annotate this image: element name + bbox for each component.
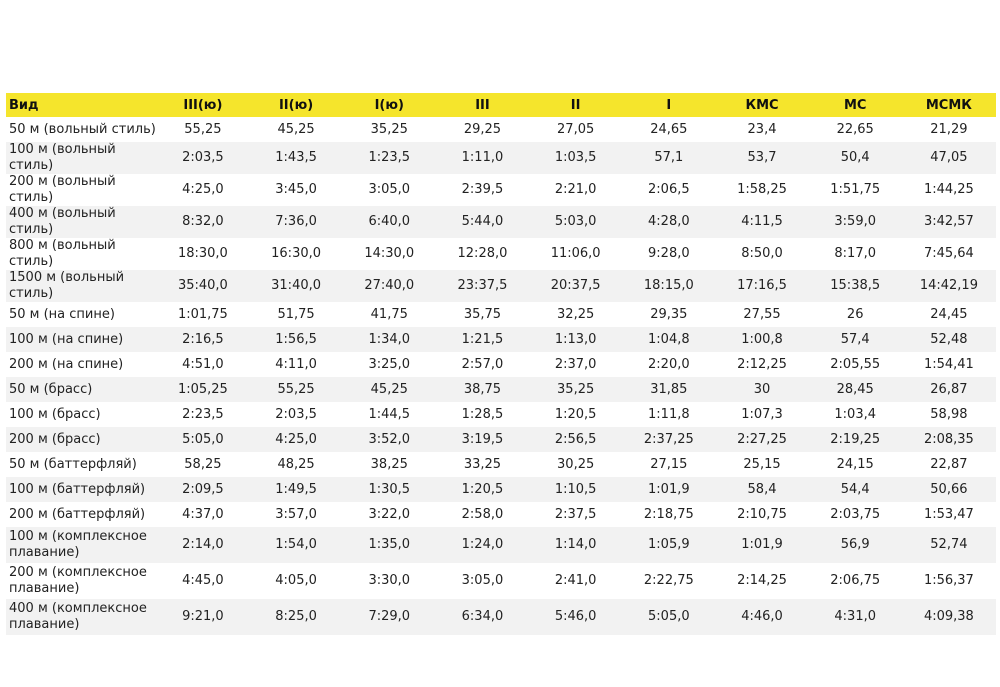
time-standard-cell: 2:57,0 — [436, 352, 529, 377]
time-standard-cell: 22,65 — [809, 117, 902, 142]
time-standard-cell: 57,4 — [809, 327, 902, 352]
time-standard-cell: 5:05,0 — [156, 427, 249, 452]
time-standard-cell: 27,15 — [622, 452, 715, 477]
time-standard-cell: 2:21,0 — [529, 174, 622, 206]
time-standard-cell: 2:14,0 — [156, 527, 249, 563]
time-standard-cell: 1:20,5 — [436, 477, 529, 502]
time-standard-cell: 1:03,5 — [529, 142, 622, 174]
table-row — [6, 452, 996, 477]
time-standard-cell: 1:51,75 — [809, 174, 902, 206]
event-name-cell: 200 м (баттерфляй) — [6, 502, 156, 527]
time-standard-cell: 3:25,0 — [343, 352, 436, 377]
time-standard-cell: 4:31,0 — [809, 599, 902, 635]
table-row — [6, 206, 996, 238]
time-standard-cell: 3:45,0 — [249, 174, 342, 206]
time-standard-cell: 2:08,35 — [902, 427, 996, 452]
time-standard-cell: 58,4 — [715, 477, 808, 502]
time-standard-cell: 1:13,0 — [529, 327, 622, 352]
header-cell-rank: I(ю) — [343, 93, 436, 117]
time-standard-cell: 1:56,5 — [249, 327, 342, 352]
time-standard-cell: 1:05,25 — [156, 377, 249, 402]
time-standard-cell: 27:40,0 — [343, 270, 436, 302]
time-standard-cell: 5:05,0 — [622, 599, 715, 635]
time-standard-cell: 9:28,0 — [622, 238, 715, 270]
header-cell-rank: МСМК — [902, 93, 996, 117]
time-standard-cell: 17:16,5 — [715, 270, 808, 302]
time-standard-cell: 2:39,5 — [436, 174, 529, 206]
time-standard-cell: 35,25 — [343, 117, 436, 142]
time-standard-cell: 8:25,0 — [249, 599, 342, 635]
time-standard-cell: 2:06,75 — [809, 563, 902, 599]
time-standard-cell: 14:30,0 — [343, 238, 436, 270]
time-standard-cell: 1:01,75 — [156, 302, 249, 327]
time-standard-cell: 38,25 — [343, 452, 436, 477]
time-standard-cell: 1:07,3 — [715, 402, 808, 427]
time-standard-cell: 1:56,37 — [902, 563, 996, 599]
time-standard-cell: 23,4 — [715, 117, 808, 142]
time-standard-cell: 2:03,5 — [249, 402, 342, 427]
time-standard-cell: 18:15,0 — [622, 270, 715, 302]
time-standard-cell: 2:14,25 — [715, 563, 808, 599]
time-standard-cell: 26 — [809, 302, 902, 327]
time-standard-cell: 35,25 — [529, 377, 622, 402]
time-standard-cell: 27,05 — [529, 117, 622, 142]
time-standard-cell: 2:37,0 — [529, 352, 622, 377]
time-standard-cell: 35,75 — [436, 302, 529, 327]
time-standard-cell: 1:01,9 — [622, 477, 715, 502]
time-standard-cell: 45,25 — [343, 377, 436, 402]
time-standard-cell: 1:54,41 — [902, 352, 996, 377]
time-standard-cell: 1:43,5 — [249, 142, 342, 174]
time-standard-cell: 1:01,9 — [715, 527, 808, 563]
time-standard-cell: 23:37,5 — [436, 270, 529, 302]
table-body — [6, 117, 996, 635]
time-standard-cell: 5:03,0 — [529, 206, 622, 238]
event-name-cell: 200 м (на спине) — [6, 352, 156, 377]
time-standard-cell: 1:03,4 — [809, 402, 902, 427]
header-cell-rank: КМС — [715, 93, 808, 117]
event-name-cell: 100 м (на спине) — [6, 327, 156, 352]
event-name-cell: 100 м (брасс) — [6, 402, 156, 427]
time-standard-cell: 5:46,0 — [529, 599, 622, 635]
time-standard-cell: 47,05 — [902, 142, 996, 174]
time-standard-cell: 2:56,5 — [529, 427, 622, 452]
time-standard-cell: 2:03,75 — [809, 502, 902, 527]
event-name-cell: 1500 м (вольный стиль) — [6, 270, 156, 302]
time-standard-cell: 2:27,25 — [715, 427, 808, 452]
time-standard-cell: 22,87 — [902, 452, 996, 477]
time-standard-cell: 21,29 — [902, 117, 996, 142]
time-standard-cell: 4:25,0 — [249, 427, 342, 452]
time-standard-cell: 56,9 — [809, 527, 902, 563]
time-standard-cell: 32,25 — [529, 302, 622, 327]
time-standard-cell: 7:45,64 — [902, 238, 996, 270]
time-standard-cell: 4:11,0 — [249, 352, 342, 377]
event-name-cell: 400 м (комплексное плавание) — [6, 599, 156, 635]
time-standard-cell: 2:58,0 — [436, 502, 529, 527]
time-standard-cell: 4:25,0 — [156, 174, 249, 206]
table-row — [6, 599, 996, 635]
time-standard-cell: 2:05,55 — [809, 352, 902, 377]
time-standard-cell: 3:42,57 — [902, 206, 996, 238]
table-row — [6, 302, 996, 327]
table-row — [6, 142, 996, 174]
table-row — [6, 377, 996, 402]
time-standard-cell: 2:19,25 — [809, 427, 902, 452]
time-standard-cell: 1:00,8 — [715, 327, 808, 352]
time-standard-cell: 28,45 — [809, 377, 902, 402]
header-cell-rank: I — [622, 93, 715, 117]
event-name-cell: 50 м (брасс) — [6, 377, 156, 402]
time-standard-cell: 3:19,5 — [436, 427, 529, 452]
time-standard-cell: 3:05,0 — [343, 174, 436, 206]
time-standard-cell: 1:14,0 — [529, 527, 622, 563]
time-standard-cell: 1:44,25 — [902, 174, 996, 206]
time-standard-cell: 45,25 — [249, 117, 342, 142]
time-standard-cell: 8:50,0 — [715, 238, 808, 270]
time-standard-cell: 4:11,5 — [715, 206, 808, 238]
time-standard-cell: 2:03,5 — [156, 142, 249, 174]
table-row — [6, 352, 996, 377]
time-standard-cell: 3:59,0 — [809, 206, 902, 238]
time-standard-cell: 2:41,0 — [529, 563, 622, 599]
time-standard-cell: 52,48 — [902, 327, 996, 352]
time-standard-cell: 51,75 — [249, 302, 342, 327]
header-cell-rank: II — [529, 93, 622, 117]
time-standard-cell: 2:18,75 — [622, 502, 715, 527]
time-standard-cell: 1:58,25 — [715, 174, 808, 206]
table-row — [6, 563, 996, 599]
time-standard-cell: 33,25 — [436, 452, 529, 477]
event-name-cell: 50 м (баттерфляй) — [6, 452, 156, 477]
event-name-cell: 200 м (комплексное плавание) — [6, 563, 156, 599]
time-standard-cell: 1:54,0 — [249, 527, 342, 563]
time-standard-cell: 25,15 — [715, 452, 808, 477]
table-row — [6, 270, 996, 302]
table-row — [6, 502, 996, 527]
table-row — [6, 174, 996, 206]
time-standard-cell: 29,25 — [436, 117, 529, 142]
time-standard-cell: 31:40,0 — [249, 270, 342, 302]
time-standard-cell: 11:06,0 — [529, 238, 622, 270]
table-row — [6, 238, 996, 270]
time-standard-cell: 1:11,0 — [436, 142, 529, 174]
header-cell-rank: III(ю) — [156, 93, 249, 117]
time-standard-cell: 2:37,25 — [622, 427, 715, 452]
time-standard-cell: 3:05,0 — [436, 563, 529, 599]
time-standard-cell: 38,75 — [436, 377, 529, 402]
table-row — [6, 117, 996, 142]
time-standard-cell: 4:37,0 — [156, 502, 249, 527]
time-standard-cell: 55,25 — [156, 117, 249, 142]
header-cell-rank: III — [436, 93, 529, 117]
time-standard-cell: 14:42,19 — [902, 270, 996, 302]
standards-table-container — [6, 93, 996, 635]
event-name-cell: 100 м (баттерфляй) — [6, 477, 156, 502]
time-standard-cell: 53,7 — [715, 142, 808, 174]
time-standard-cell: 7:29,0 — [343, 599, 436, 635]
time-standard-cell: 1:10,5 — [529, 477, 622, 502]
time-standard-cell: 54,4 — [809, 477, 902, 502]
time-standard-cell: 50,4 — [809, 142, 902, 174]
time-standard-cell: 3:57,0 — [249, 502, 342, 527]
time-standard-cell: 2:20,0 — [622, 352, 715, 377]
time-standard-cell: 1:20,5 — [529, 402, 622, 427]
time-standard-cell: 8:17,0 — [809, 238, 902, 270]
event-name-cell: 50 м (на спине) — [6, 302, 156, 327]
event-name-cell: 100 м (вольный стиль) — [6, 142, 156, 174]
table-row — [6, 477, 996, 502]
swimming-standards-table — [6, 93, 996, 635]
time-standard-cell: 9:21,0 — [156, 599, 249, 635]
table-header-row — [6, 93, 996, 117]
header-cell-event: Вид — [6, 93, 156, 117]
time-standard-cell: 7:36,0 — [249, 206, 342, 238]
time-standard-cell: 48,25 — [249, 452, 342, 477]
event-name-cell: 100 м (комплексное плавание) — [6, 527, 156, 563]
time-standard-cell: 41,75 — [343, 302, 436, 327]
time-standard-cell: 35:40,0 — [156, 270, 249, 302]
time-standard-cell: 1:21,5 — [436, 327, 529, 352]
time-standard-cell: 4:45,0 — [156, 563, 249, 599]
time-standard-cell: 58,98 — [902, 402, 996, 427]
time-standard-cell: 30,25 — [529, 452, 622, 477]
time-standard-cell: 1:11,8 — [622, 402, 715, 427]
time-standard-cell: 3:22,0 — [343, 502, 436, 527]
event-name-cell: 200 м (вольный стиль) — [6, 174, 156, 206]
time-standard-cell: 29,35 — [622, 302, 715, 327]
event-name-cell: 400 м (вольный стиль) — [6, 206, 156, 238]
time-standard-cell: 15:38,5 — [809, 270, 902, 302]
time-standard-cell: 24,65 — [622, 117, 715, 142]
time-standard-cell: 4:51,0 — [156, 352, 249, 377]
time-standard-cell: 18:30,0 — [156, 238, 249, 270]
event-name-cell: 200 м (брасс) — [6, 427, 156, 452]
time-standard-cell: 3:30,0 — [343, 563, 436, 599]
time-standard-cell: 4:09,38 — [902, 599, 996, 635]
time-standard-cell: 2:37,5 — [529, 502, 622, 527]
table-row — [6, 427, 996, 452]
time-standard-cell: 52,74 — [902, 527, 996, 563]
time-standard-cell: 16:30,0 — [249, 238, 342, 270]
time-standard-cell: 5:44,0 — [436, 206, 529, 238]
time-standard-cell: 2:06,5 — [622, 174, 715, 206]
time-standard-cell: 50,66 — [902, 477, 996, 502]
header-cell-rank: МС — [809, 93, 902, 117]
time-standard-cell: 1:35,0 — [343, 527, 436, 563]
event-name-cell: 50 м (вольный стиль) — [6, 117, 156, 142]
event-name-cell: 800 м (вольный стиль) — [6, 238, 156, 270]
time-standard-cell: 6:34,0 — [436, 599, 529, 635]
time-standard-cell: 55,25 — [249, 377, 342, 402]
time-standard-cell: 30 — [715, 377, 808, 402]
time-standard-cell: 24,45 — [902, 302, 996, 327]
time-standard-cell: 1:04,8 — [622, 327, 715, 352]
time-standard-cell: 2:23,5 — [156, 402, 249, 427]
time-standard-cell: 4:05,0 — [249, 563, 342, 599]
time-standard-cell: 1:49,5 — [249, 477, 342, 502]
time-standard-cell: 31,85 — [622, 377, 715, 402]
time-standard-cell: 6:40,0 — [343, 206, 436, 238]
time-standard-cell: 1:53,47 — [902, 502, 996, 527]
table-row — [6, 327, 996, 352]
time-standard-cell: 1:28,5 — [436, 402, 529, 427]
time-standard-cell: 8:32,0 — [156, 206, 249, 238]
time-standard-cell: 1:05,9 — [622, 527, 715, 563]
time-standard-cell: 57,1 — [622, 142, 715, 174]
time-standard-cell: 1:30,5 — [343, 477, 436, 502]
table-row — [6, 402, 996, 427]
time-standard-cell: 2:12,25 — [715, 352, 808, 377]
time-standard-cell: 2:22,75 — [622, 563, 715, 599]
time-standard-cell: 20:37,5 — [529, 270, 622, 302]
time-standard-cell: 1:44,5 — [343, 402, 436, 427]
time-standard-cell: 2:10,75 — [715, 502, 808, 527]
time-standard-cell: 24,15 — [809, 452, 902, 477]
time-standard-cell: 4:46,0 — [715, 599, 808, 635]
time-standard-cell: 1:23,5 — [343, 142, 436, 174]
time-standard-cell: 2:16,5 — [156, 327, 249, 352]
time-standard-cell: 12:28,0 — [436, 238, 529, 270]
time-standard-cell: 1:24,0 — [436, 527, 529, 563]
time-standard-cell: 58,25 — [156, 452, 249, 477]
time-standard-cell: 1:34,0 — [343, 327, 436, 352]
time-standard-cell: 27,55 — [715, 302, 808, 327]
time-standard-cell: 26,87 — [902, 377, 996, 402]
table-row — [6, 527, 996, 563]
header-cell-rank: II(ю) — [249, 93, 342, 117]
time-standard-cell: 4:28,0 — [622, 206, 715, 238]
time-standard-cell: 2:09,5 — [156, 477, 249, 502]
time-standard-cell: 3:52,0 — [343, 427, 436, 452]
